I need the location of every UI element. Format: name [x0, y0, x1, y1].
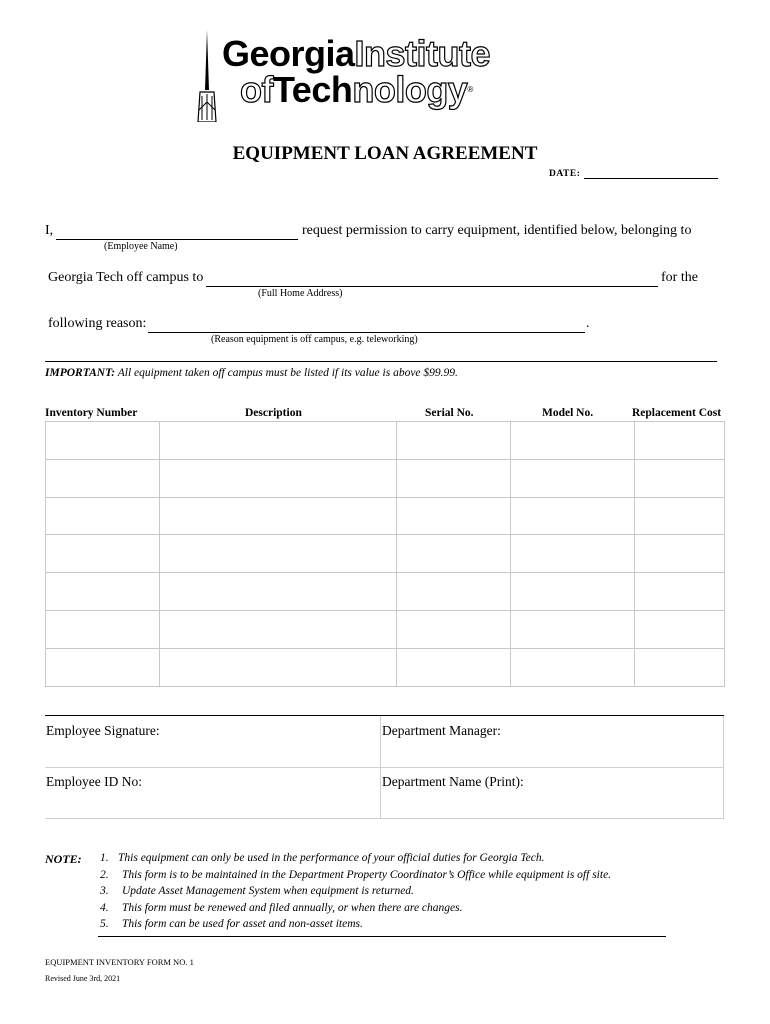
inventory-number-cell[interactable]: [46, 535, 160, 573]
logo-text-line1: [222, 34, 490, 74]
employee-signature-field[interactable]: [45, 716, 381, 768]
inventory-number-cell[interactable]: [46, 610, 160, 648]
department-name-label: Department Name (Print):: [382, 774, 524, 789]
logo-word-tech: Tech: [272, 69, 353, 110]
table-row: [46, 610, 725, 648]
model-no-cell[interactable]: [511, 459, 635, 497]
note-item-text: Update Asset Management System when equipment is returned.: [122, 885, 414, 897]
description-cell[interactable]: [160, 648, 397, 686]
inventory-number-cell[interactable]: [46, 573, 160, 611]
serial-no-cell[interactable]: [397, 610, 511, 648]
replacement-cost-cell[interactable]: [635, 497, 725, 535]
inventory-number-cell[interactable]: [46, 459, 160, 497]
equipment-table: [45, 421, 725, 687]
logo-word-institute: Institute: [354, 33, 491, 74]
home-address-suffix: for the: [661, 270, 698, 285]
header-inventory-number: Inventory Number: [45, 407, 138, 419]
serial-no-cell[interactable]: [397, 573, 511, 611]
important-label: IMPORTANT:: [45, 367, 116, 379]
date-field[interactable]: [584, 168, 718, 179]
serial-no-cell[interactable]: [397, 422, 511, 460]
reason-divider: [45, 361, 717, 362]
description-cell[interactable]: [160, 422, 397, 460]
home-address-caption: (Full Home Address): [258, 288, 343, 299]
note-item-text: This form can be used for asset and non-asset items.: [122, 918, 363, 930]
logo-text-line2: [240, 70, 473, 110]
note-label: NOTE:: [45, 852, 82, 866]
replacement-cost-cell[interactable]: [635, 648, 725, 686]
model-no-cell[interactable]: [511, 573, 635, 611]
employee-name-caption: (Employee Name): [104, 241, 178, 252]
date-label: DATE:: [549, 169, 581, 179]
description-cell[interactable]: [160, 610, 397, 648]
inventory-number-cell[interactable]: [46, 497, 160, 535]
note-underline: [98, 936, 666, 937]
important-text: All equipment taken off campus must be listed if its value is above $99.99.: [117, 367, 458, 379]
table-row: [46, 535, 725, 573]
form-number: EQUIPMENT INVENTORY FORM NO. 1: [45, 957, 194, 967]
inventory-number-cell[interactable]: [46, 648, 160, 686]
tech-tower-logo-icon: [196, 30, 218, 122]
model-no-cell[interactable]: [511, 610, 635, 648]
serial-no-cell[interactable]: [397, 497, 511, 535]
serial-no-cell[interactable]: [397, 459, 511, 497]
logo-registered-mark: ®: [467, 85, 473, 94]
description-cell[interactable]: [160, 497, 397, 535]
employee-signature-label: Employee Signature:: [46, 723, 160, 738]
note-number: 5.: [100, 918, 109, 930]
form-title: EQUIPMENT LOAN AGREEMENT: [232, 143, 538, 164]
table-row: [46, 459, 725, 497]
employee-name-field[interactable]: [56, 225, 298, 240]
model-no-cell[interactable]: [511, 422, 635, 460]
employee-name-suffix: request permission to carry equipment, identified below, belonging to: [302, 223, 692, 238]
employee-id-label: Employee ID No:: [46, 774, 142, 789]
replacement-cost-cell[interactable]: [635, 610, 725, 648]
replacement-cost-cell[interactable]: [635, 459, 725, 497]
model-no-cell[interactable]: [511, 648, 635, 686]
description-cell[interactable]: [160, 573, 397, 611]
header-model-no: Model No.: [542, 407, 594, 419]
department-manager-label: Department Manager:: [382, 723, 501, 738]
note-number: 3.: [100, 885, 109, 897]
note-item-text: This equipment can only be used in the performance of your official duties for Georgia Tech.: [118, 852, 545, 864]
employee-id-field[interactable]: [45, 768, 381, 819]
table-row: [46, 422, 725, 460]
replacement-cost-cell[interactable]: [635, 573, 725, 611]
home-address-field[interactable]: [206, 272, 658, 287]
logo-word-of: of: [240, 69, 273, 110]
reason-prefix: following reason:: [48, 316, 147, 331]
reason-caption: (Reason equipment is off campus, e.g. teleworking): [211, 334, 418, 345]
important-notice: [45, 367, 458, 379]
header-serial-no: Serial No.: [425, 407, 474, 419]
note-number: 2.: [100, 868, 109, 881]
header-description: Description: [245, 407, 302, 419]
department-manager-field[interactable]: [381, 716, 724, 768]
department-name-field[interactable]: [381, 768, 724, 819]
serial-no-cell[interactable]: [397, 648, 511, 686]
model-no-cell[interactable]: [511, 535, 635, 573]
logo-word-nology: nology: [352, 69, 468, 110]
table-row: [46, 573, 725, 611]
replacement-cost-cell[interactable]: [635, 422, 725, 460]
reason-field[interactable]: [148, 318, 585, 333]
table-row: [46, 497, 725, 535]
revision-date: Revised June 3rd, 2021: [45, 974, 121, 983]
note-item-text: This form is to be maintained in the Department Property Coordinator’s Office while equipment is off site.: [122, 868, 612, 881]
note-item-text: This form must be renewed and filed annually, or when there are changes.: [122, 901, 463, 914]
employee-name-prefix: I,: [45, 223, 54, 238]
model-no-cell[interactable]: [511, 497, 635, 535]
replacement-cost-cell[interactable]: [635, 535, 725, 573]
note-list: [98, 852, 718, 942]
reason-suffix: .: [586, 316, 590, 331]
table-row: [46, 648, 725, 686]
note-number: 4.: [100, 901, 109, 914]
note-number: 1.: [100, 852, 109, 864]
serial-no-cell[interactable]: [397, 535, 511, 573]
description-cell[interactable]: [160, 459, 397, 497]
logo-word-georgia: Georgia: [222, 33, 355, 74]
inventory-number-cell[interactable]: [46, 422, 160, 460]
header-replacement-cost: Replacement Cost: [632, 407, 722, 419]
description-cell[interactable]: [160, 535, 397, 573]
georgia-tech-logo: [196, 30, 586, 122]
home-address-prefix: Georgia Tech off campus to: [48, 270, 204, 285]
signature-block: [45, 716, 724, 819]
